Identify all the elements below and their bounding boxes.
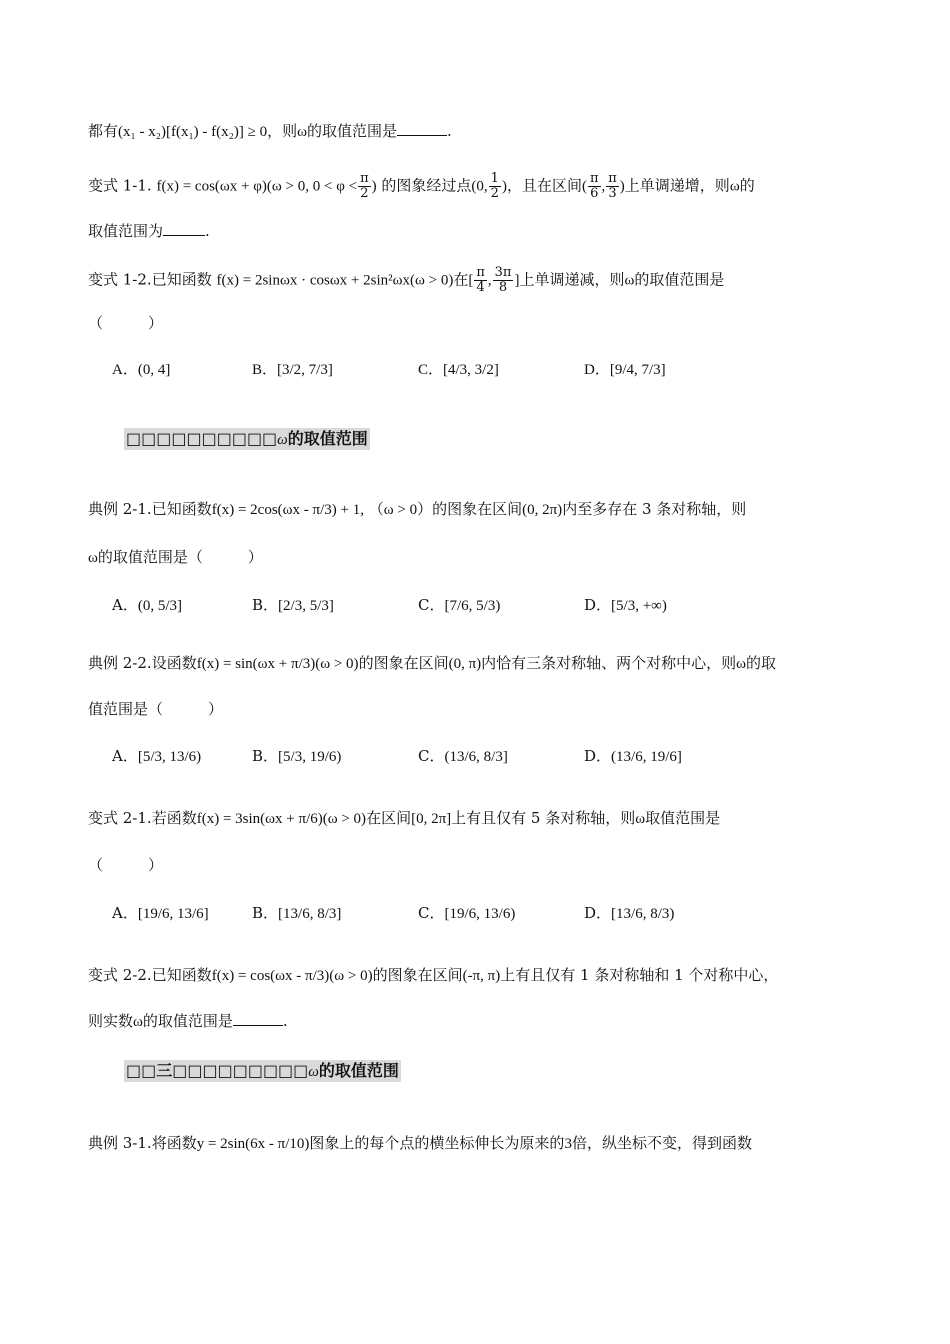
option-d[interactable]: D．[5/3, +∞) — [584, 596, 667, 614]
answer-blank — [163, 221, 205, 236]
section-heading-2: □□□□□□□□□□ω的取值范围 — [126, 429, 368, 448]
problem-label: 变式 1-1. — [88, 176, 152, 195]
option-b[interactable]: B．[2/3, 5/3] — [252, 596, 334, 614]
option-b[interactable]: B．[3/2, 7/3] — [252, 362, 333, 378]
fraction: $\frac{\pi}{2}$ — [360, 171, 369, 201]
option-c[interactable]: C．[7/6, 5/3) — [418, 596, 501, 614]
example-2-1: 典例 2-1.已知函数f(x) = 2cos(ωx - π/3) + 1, （ω > 0）的图象在区间(0, 2π)内至多存在 3 条对称轴，则 — [88, 500, 747, 518]
answer-blank — [233, 1011, 283, 1026]
variant-1-1: 变式 1-1. f(x) = cos(ωx + φ)(ω > 0, 0 < φ < $\frac{\pi}{2}$ ) 的图象经过点(0, $\frac{1}{2}$ )，且在区间( $\frac{\pi}{6}$ , $\frac{\pi}{3}$ )上单调递增，则ω的 — [88, 171, 755, 201]
option-b[interactable]: B．[13/6, 8/3] — [252, 904, 342, 922]
option-d[interactable]: D．[13/6, 8/3) — [584, 904, 675, 922]
example-2-2: 典例 2-2.设函数f(x) = sin(ωx + π/3)(ω > 0)的图象在区间(0, π)内恰有三条对称轴、两个对称中心，则ω的取 — [88, 654, 777, 672]
answer-paren: （ ） — [88, 314, 164, 332]
option-c[interactable]: C．[4/3, 3/2] — [418, 362, 499, 378]
option-a[interactable]: A．(0, 4] — [112, 362, 171, 378]
example-3-1: 典例 3-1.将函数y = 2sin(6x - π/10)图象上的每个点的横坐标伸长为原来的3倍，纵坐标不变，得到函数 — [88, 1134, 752, 1152]
option-d[interactable]: D．(13/6, 19/6] — [584, 747, 682, 765]
omega-symbol: ω — [297, 124, 307, 140]
option-a[interactable]: A．[19/6, 13/6] — [112, 904, 209, 922]
option-b[interactable]: B．[5/3, 19/6) — [252, 747, 342, 765]
variant-1-2: 变式 1-2.已知函数 f(x) = 2sinωx · cosωx + 2sin²ωx(ω > 0)在[ $\frac{\pi}{4}$ , $\frac{3\pi}{8}$ ]上单调递减，则ω的取值范围是 — [88, 265, 725, 295]
option-a[interactable]: A．(0, 5/3] — [112, 596, 183, 614]
condition-math: (x₁ - x₂)[f(x₁) - f(x₂)] ≥ 0 — [118, 124, 268, 140]
option-c[interactable]: C．(13/6, 8/3] — [418, 747, 508, 765]
example-2-2-line2: 值范围是（ ） — [88, 700, 224, 718]
option-a[interactable]: A．[5/3, 13/6) — [112, 747, 202, 765]
section-heading-3: □□三□□□□□□□□□ω的取值范围 — [126, 1061, 399, 1080]
variant-2-1: 变式 2-1.若函数f(x) = 3sin(ωx + π/6)(ω > 0)在区间[0, 2π]上有且仅有 5 条对称轴，则ω取值范围是 — [88, 809, 721, 827]
option-c[interactable]: C．[19/6, 13/6) — [418, 904, 516, 922]
example-2-1-line2: ω的取值范围是（ ） — [88, 548, 263, 566]
answer-blank — [397, 121, 447, 136]
option-d[interactable]: D．[9/4, 7/3] — [584, 362, 666, 378]
variant-1-1-line2: 取值范围为 . — [88, 222, 210, 240]
answer-paren: （ ） — [88, 856, 164, 874]
intro-line: 都有(x₁ - x₂)[f(x₁) - f(x₂)] ≥ 0，则ω的取值范围是 . — [88, 122, 452, 140]
variant-2-2-line2: 则实数ω的取值范围是 . — [88, 1012, 288, 1030]
variant-2-2: 变式 2-2.已知函数f(x) = cos(ωx - π/3)(ω > 0)的图象在区间(-π, π)上有且仅有 1 条对称轴和 1 个对称中心， — [88, 966, 779, 984]
